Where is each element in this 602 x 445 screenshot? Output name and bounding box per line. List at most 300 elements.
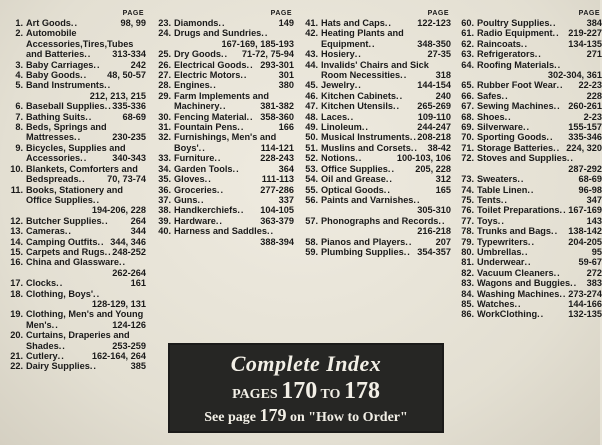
index-entry: [6, 257, 146, 278]
entry-pages: 265-269: [417, 101, 451, 112]
entry-body: [26, 278, 146, 288]
index-entry: [6, 18, 146, 28]
dot-leader: ..: [64, 226, 72, 237]
index-entry: [154, 174, 294, 184]
index-entry: [457, 195, 602, 205]
page-header: PAGE: [270, 10, 292, 17]
entry-body: [174, 226, 294, 247]
index-entry: [154, 122, 294, 132]
entry-body: [26, 361, 146, 371]
dot-leader: ..: [70, 18, 79, 28]
entry-label: Curtains, Draperies and Shades: [26, 330, 130, 351]
entry-number: 13.: [10, 226, 23, 237]
dot-leader: ..: [570, 278, 578, 289]
entry-body: [321, 60, 451, 81]
entry-body: [321, 195, 451, 216]
dot-leader: ..: [78, 174, 86, 185]
entry-pages: 114-121: [260, 142, 294, 153]
entry-number: 77.: [461, 215, 474, 226]
entry-body: [26, 226, 146, 236]
entry-body: [477, 60, 602, 81]
dot-leader: ..: [56, 278, 64, 289]
entry-body: [26, 237, 146, 247]
entry-label: Clocks: [26, 278, 57, 289]
entry-label: Kitchen Cabinets: [321, 90, 397, 101]
entry-label: Dairy Supplies: [26, 361, 90, 372]
entry-pages: 212, 213, 215: [89, 90, 146, 101]
entry-label: Garden Tools: [174, 163, 233, 174]
entry-body: [477, 289, 602, 299]
entry-body: [477, 122, 602, 132]
entry-label: Rubber Foot Wear: [477, 80, 557, 91]
entry-body: [321, 91, 451, 101]
entry-number: 50.: [305, 132, 318, 143]
entry-label: Furnishings, Men's and Boys': [174, 132, 277, 153]
index-entry: [301, 153, 451, 163]
dot-leader: ..: [400, 70, 408, 81]
entry-label: Office Supplies: [321, 163, 388, 174]
entry-pages: 358-360: [260, 111, 294, 122]
entry-pages: 363-379: [260, 215, 294, 226]
entry-number: 75.: [461, 194, 474, 205]
entry-number: 53.: [305, 163, 318, 174]
entry-number: 82.: [461, 267, 474, 278]
entry-body: [26, 60, 146, 70]
entry-label: Hosiery: [321, 49, 355, 60]
dot-leader: ..: [517, 174, 525, 185]
dot-leader: ..: [410, 142, 418, 153]
entry-label: Toilet Preparations: [477, 205, 560, 216]
entry-number: 16.: [10, 257, 23, 268]
entry-label: Roofing Materials: [477, 59, 555, 70]
index-entry: [301, 216, 451, 237]
entry-number: 68.: [461, 111, 474, 122]
index-entry: [6, 185, 146, 216]
entry-label: Tents: [477, 194, 501, 205]
entry-number: 65.: [461, 80, 474, 91]
dot-leader: ..: [214, 153, 222, 164]
dot-leader: ..: [354, 49, 362, 60]
entry-number: 26.: [158, 59, 171, 70]
dot-leader: ..: [57, 351, 65, 361]
entry-body: [174, 153, 294, 163]
index-entry: [301, 112, 451, 122]
entry-label: Stoves and Supplies: [477, 153, 567, 164]
entry-body: [321, 174, 451, 184]
entry-body: [26, 164, 146, 185]
index-entry: [301, 28, 451, 49]
entry-number: 42.: [305, 28, 318, 39]
entry-pages: 305-310: [417, 205, 451, 216]
entry-pages: 144-154: [417, 80, 451, 91]
dot-leader: ..: [347, 111, 355, 122]
entry-number: 72.: [461, 153, 474, 164]
index-entry: [457, 112, 602, 122]
dot-leader: ..: [385, 174, 393, 185]
index-entry: [301, 101, 451, 111]
entry-body: [321, 49, 451, 59]
index-entry: [6, 143, 146, 164]
entry-body: [477, 174, 602, 184]
entry-pages: 287-292: [568, 163, 602, 174]
entry-number: 69.: [461, 122, 474, 133]
entry-body: [321, 143, 451, 153]
index-column-3: [301, 9, 451, 257]
entry-body: [321, 132, 451, 142]
entry-pages: 68-69: [578, 174, 602, 185]
entry-number: 80.: [461, 246, 474, 257]
entry-pages: 313-334: [112, 49, 146, 60]
entry-pages: 162-164, 264: [91, 351, 146, 361]
entry-number: 24.: [158, 28, 171, 39]
entry-number: 64.: [461, 59, 474, 70]
entry-label: Automobile Accessories,Tires,Tubes and Batteries: [26, 28, 134, 60]
dot-leader: ..: [566, 153, 574, 164]
index-entry: [6, 216, 146, 226]
index-entry: [457, 122, 602, 132]
dot-leader: ..: [413, 194, 421, 205]
dot-leader: ..: [216, 184, 225, 195]
entry-number: 48.: [305, 111, 318, 122]
entry-pages: 240: [435, 90, 451, 101]
entry-body: [477, 205, 602, 215]
dot-leader: ..: [215, 215, 223, 226]
dot-leader: ..: [534, 49, 542, 60]
dot-leader: ..: [396, 90, 404, 101]
index-box-pages: [170, 378, 442, 405]
entry-number: 12.: [10, 215, 23, 226]
entry-pages: 204-205: [568, 236, 602, 247]
entry-pages: 71-72, 75-94: [241, 49, 294, 60]
entry-number: 60.: [461, 18, 474, 28]
entry-number: 56.: [305, 194, 318, 205]
index-entry: [301, 174, 451, 184]
index-entry: [457, 18, 602, 28]
index-entry: [301, 18, 451, 28]
index-entry: [6, 226, 146, 236]
entry-number: 27.: [158, 70, 171, 81]
index-entry: [457, 237, 602, 247]
entry-pages: 48, 50-57: [107, 70, 146, 81]
entry-body: [321, 247, 451, 257]
entry-pages: 228-243: [260, 153, 294, 164]
entry-label: Clothing, Men's and Young Men's: [26, 309, 144, 330]
entry-body: [477, 28, 602, 38]
dot-leader: ..: [527, 184, 535, 195]
entry-label: Linoleum: [321, 122, 362, 133]
index-entry: [154, 195, 294, 205]
dot-leader: ..: [85, 111, 93, 122]
entry-number: 38.: [158, 205, 171, 216]
index-entry: [6, 309, 146, 330]
dot-leader: ..: [220, 49, 229, 60]
index-entry: [457, 268, 602, 278]
index-entry: [457, 205, 602, 215]
index-column-4: [457, 9, 602, 320]
entry-number: 78.: [461, 226, 474, 237]
entry-body: [477, 80, 602, 90]
entry-label: Engines: [174, 80, 210, 91]
entry-body: [477, 216, 602, 226]
dot-leader: ..: [403, 246, 411, 257]
dot-leader: ..: [520, 38, 529, 49]
entry-label: Sewing Machines: [477, 101, 554, 112]
entry-number: 74.: [461, 184, 474, 195]
entry-number: 23.: [158, 18, 171, 28]
index-entry: [301, 60, 451, 81]
entry-body: [26, 28, 146, 59]
index-entry: [6, 80, 146, 101]
entry-number: 9.: [15, 142, 23, 153]
entry-number: 49.: [305, 122, 318, 133]
entry-body: [321, 153, 451, 163]
dot-leader: ..: [218, 18, 226, 28]
entry-pages: 216-218: [417, 226, 451, 237]
entry-number: 70.: [461, 132, 474, 143]
entry-pages: 134-135: [568, 38, 602, 49]
index-entry: [154, 216, 294, 226]
entry-body: [26, 70, 146, 80]
entry-pages: 242: [130, 59, 146, 70]
entry-body: [174, 49, 294, 59]
entry-number: 59.: [305, 246, 318, 257]
entry-label: Diamonds: [174, 18, 219, 28]
entry-pages: 383: [586, 278, 602, 289]
dot-leader: ..: [84, 49, 92, 60]
dot-leader: ..: [553, 101, 561, 112]
entry-label: Baby Goods: [26, 70, 81, 81]
index-column-2: [154, 9, 294, 247]
dot-leader: ..: [97, 236, 105, 247]
entry-label: Electrical Goods: [174, 59, 247, 70]
dot-leader: ..: [387, 163, 395, 174]
entry-pages: 364: [278, 163, 294, 174]
entry-number: 32.: [158, 132, 171, 143]
entry-pages: 318: [435, 70, 451, 81]
entry-label: Phonographs and Records: [321, 215, 439, 226]
entry-label: Storage Batteries: [477, 142, 554, 153]
entry-number: 62.: [461, 38, 474, 49]
entry-body: [477, 185, 602, 195]
page-header: PAGE: [427, 10, 449, 17]
entry-label: Laces: [321, 111, 348, 122]
entry-label: Band Instruments: [26, 80, 105, 91]
entry-pages: 340-343: [112, 153, 146, 164]
entry-pages: 149: [278, 18, 294, 28]
entry-number: 18.: [10, 288, 23, 299]
entry-body: [321, 185, 451, 195]
entry-label: Safes: [477, 90, 502, 101]
entry-pages: 273-274: [568, 288, 602, 299]
dot-leader: ..: [438, 215, 446, 226]
entry-pages: 381-382: [260, 101, 294, 112]
entry-label: Hardware: [174, 215, 216, 226]
entry-label: Harness and Saddles: [174, 226, 267, 237]
entry-pages: 122-123: [417, 18, 451, 28]
index-entry: [6, 101, 146, 111]
entry-body: [26, 216, 146, 226]
entry-body: [26, 257, 146, 278]
dot-leader: ..: [554, 59, 562, 70]
entry-body: [174, 205, 294, 215]
dot-leader: ..: [240, 70, 248, 81]
dot-leader: ..: [527, 236, 535, 247]
entry-number: 15.: [10, 246, 23, 257]
entry-number: 3.: [15, 59, 23, 70]
index-entry: [6, 122, 146, 143]
entry-label: Guns: [174, 194, 198, 205]
entry-label: Refrigerators: [477, 49, 535, 60]
entry-number: 2.: [15, 28, 23, 39]
index-entry: [457, 247, 602, 257]
complete-index-box: [170, 345, 442, 431]
entry-label: Sporting Goods: [477, 132, 547, 143]
index-entry: [457, 143, 602, 153]
entry-label: China and Glassware: [26, 257, 119, 268]
dot-leader: ..: [219, 101, 227, 112]
entry-number: 83.: [461, 278, 474, 289]
entry-pages: 96-98: [578, 184, 602, 195]
index-entry: [457, 60, 602, 81]
dot-leader: ..: [237, 122, 245, 133]
entry-pages: 95: [591, 246, 602, 257]
entry-label: Carpets and Rugs: [26, 246, 105, 257]
entry-pages: 384: [586, 18, 602, 28]
entry-number: 61.: [461, 28, 474, 39]
entry-pages: 100-103, 106: [396, 153, 451, 164]
dot-leader: ..: [384, 18, 392, 28]
entry-body: [26, 330, 146, 351]
entry-body: [174, 174, 294, 184]
dot-leader: ..: [58, 340, 66, 351]
dot-leader: ..: [361, 122, 369, 133]
entry-number: 86.: [461, 309, 474, 320]
entry-pages: 262-264: [112, 267, 146, 278]
index-entry: [457, 174, 602, 184]
index-entry: [457, 278, 602, 288]
entry-number: 19.: [10, 309, 23, 320]
index-entry: [301, 185, 451, 195]
entry-pages: 260-261: [568, 101, 602, 112]
index-entry: [301, 122, 451, 132]
entry-label: Jewelry: [321, 80, 355, 91]
dot-leader: ..: [504, 111, 512, 122]
entry-label: Table Linen: [477, 184, 528, 195]
entry-number: 41.: [305, 18, 318, 28]
dot-leader: ..: [409, 132, 417, 143]
entry-pages: 165: [435, 184, 451, 195]
entry-label: Oil and Grease: [321, 174, 386, 185]
entry-body: [174, 164, 294, 174]
entry-label: Bicycles, Supplies and Accessories: [26, 142, 126, 164]
index-entry: [6, 60, 146, 70]
index-entry: [6, 164, 146, 185]
index-entry: [154, 70, 294, 80]
entry-body: [477, 299, 602, 309]
index-entry: [301, 164, 451, 174]
entry-body: [477, 278, 602, 288]
entry-label: Dry Goods: [174, 49, 221, 60]
entry-number: 85.: [461, 298, 474, 309]
entry-pages: 344, 346: [110, 236, 146, 247]
index-entry: [301, 80, 451, 90]
entry-label: Clothing, Boys': [26, 288, 94, 299]
dot-leader: ..: [537, 309, 545, 320]
entry-label: Kitchen Utensils: [321, 101, 393, 112]
index-entry: [6, 289, 146, 310]
page-from: 170: [281, 378, 318, 404]
entry-pages: 348-350: [417, 38, 451, 49]
entry-label: Heating Plants and Equipment: [321, 28, 404, 49]
order-page: 179: [259, 405, 287, 425]
entry-number: 5.: [15, 80, 23, 91]
entry-pages: 27-35: [427, 49, 451, 60]
order-prefix: See page: [204, 410, 256, 425]
dot-leader: ..: [204, 174, 212, 185]
entry-label: Radio Equipment: [477, 28, 553, 39]
entry-pages: 301: [278, 70, 294, 81]
entry-pages: 337: [278, 194, 294, 205]
index-entry: [457, 49, 602, 59]
entry-number: 63.: [461, 49, 474, 60]
dot-leader: ..: [354, 80, 362, 91]
entry-pages: 38-42: [427, 142, 451, 153]
entry-label: WorkClothing: [477, 309, 538, 320]
dot-leader: ..: [551, 226, 559, 237]
entry-pages: 219-227: [568, 28, 602, 39]
entry-number: 79.: [461, 236, 474, 247]
entry-body: [174, 60, 294, 70]
entry-pages: 312: [435, 174, 451, 185]
entry-label: Cutlery: [26, 351, 58, 361]
entry-pages: 68-69: [122, 111, 146, 122]
entry-pages: 194-206, 228: [91, 205, 146, 216]
entry-body: [26, 101, 146, 111]
entry-pages: 264: [130, 215, 146, 226]
index-entry: [301, 49, 451, 59]
dot-leader: ..: [246, 111, 254, 122]
index-entry: [457, 289, 602, 299]
entry-label: Underwear: [477, 257, 525, 268]
index-entry: [457, 309, 602, 319]
entry-label: Typewriters: [477, 236, 528, 247]
index-entry: [457, 91, 602, 101]
entry-label: Sweaters: [477, 174, 518, 185]
entry-body: [321, 101, 451, 111]
order-suffix: on "How to Order": [289, 410, 408, 425]
entry-label: Raincoats: [477, 38, 521, 49]
entry-pages: 161: [130, 278, 146, 289]
index-entry: [154, 226, 294, 247]
entry-label: Wagons and Buggies: [477, 278, 571, 289]
entry-number: 4.: [15, 70, 23, 81]
dot-leader: ..: [549, 18, 557, 28]
index-entry: [457, 101, 602, 111]
entry-label: Watches: [477, 298, 515, 309]
entry-label: Baseball Supplies: [26, 101, 105, 112]
entry-pages: 344: [130, 226, 146, 237]
entry-label: Fencing Material: [174, 111, 247, 122]
entry-body: [321, 216, 451, 237]
dot-leader: ..: [80, 153, 88, 164]
index-entry: [457, 299, 602, 309]
entry-pages: 385: [130, 361, 146, 372]
entry-number: 7.: [15, 111, 23, 122]
pages-to-word: TO: [320, 387, 341, 402]
entry-label: Groceries: [174, 184, 217, 195]
index-column-1: [6, 9, 146, 372]
entry-label: Paints and Varnishes: [321, 194, 414, 205]
